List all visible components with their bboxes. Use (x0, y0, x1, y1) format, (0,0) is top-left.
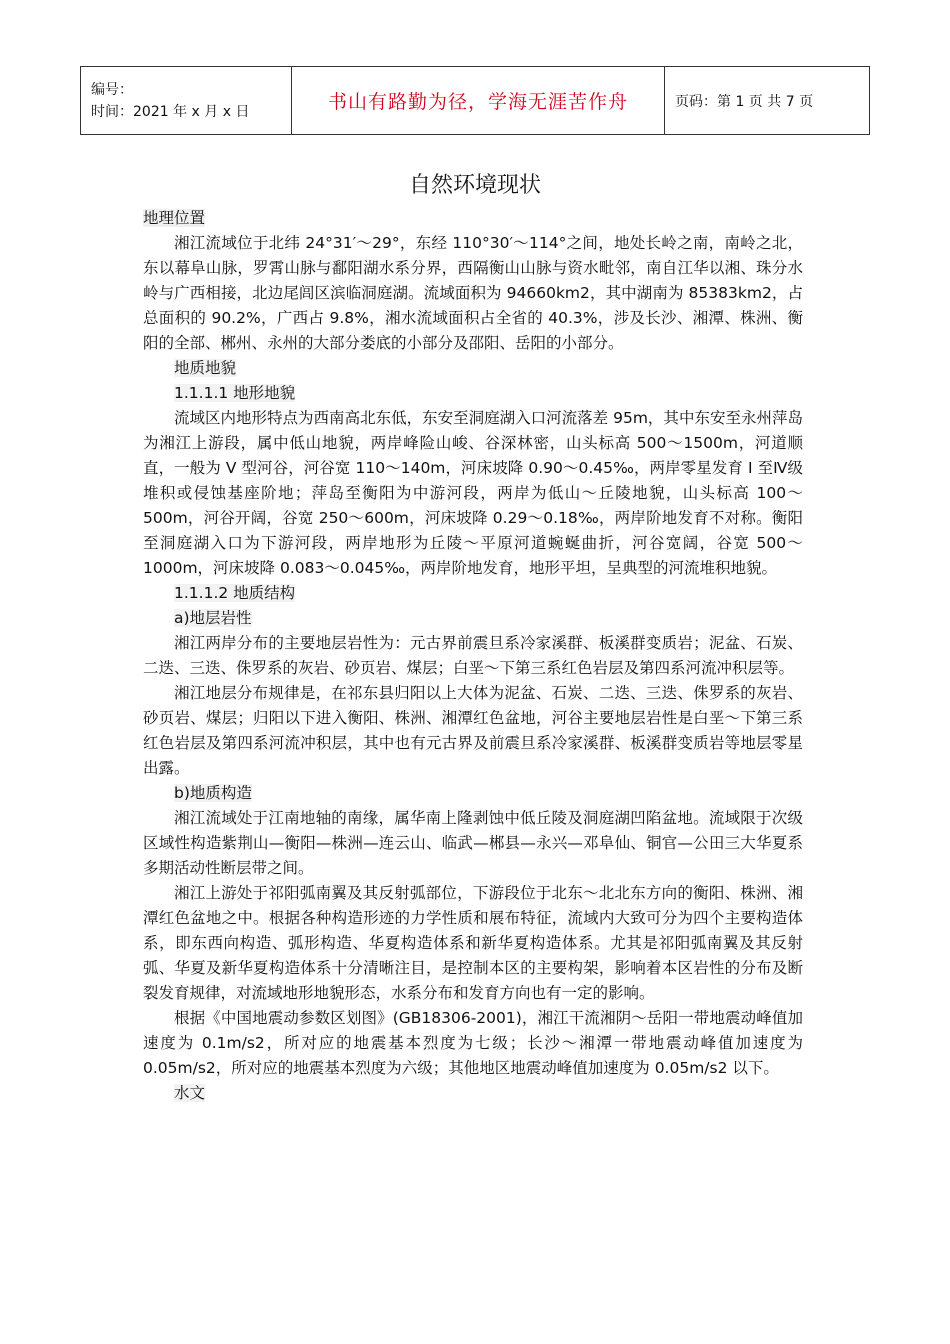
serial-number: 编号： (91, 81, 133, 98)
header-table (80, 66, 870, 135)
paragraph-seismic: 根据《中国地震动参数区划图》(GB18306-2001)，湘江干流湘阴～岳阳一带地震动峰值加速度为 0.1m/s2，所对应的地震基本烈度为七级；长沙～湘潭一带地震动峰值加速度为 0.05m/s2，所对应的地震基本烈度为六级；其他地区地震动峰值加速度为 0.05m/s2 以下。 (143, 1009, 803, 1077)
header-motto: 书山有路勤为径，学海无涯苦作舟 (292, 67, 665, 135)
paragraph-terrain: 流域区内地形特点为西南高北东低，东安至洞庭湖入口河流落差 95m，其中东安至永州萍岛为湘江上游段，属中低山地貌，两岸峰险山峻、谷深林密，山头标高 500～1500m，河道顺直，一般为 V 型河谷，河谷宽 110～140m，河床坡降 0.90～0.45‰，两岸零星发育 I 至Ⅳ级堆积或侵蚀基座阶地；萍岛至衡阳为中游河段，两岸为低山～丘陵地貌，山头标高 100～500m，河谷开阔，谷宽 250～600m，河床坡降 0.29～0.18‰，两岸阶地发育不对称。衡阳至洞庭湖入口为下游河段，两岸地形为丘陵～平原河道蜿蜒曲折，河谷宽阔，谷宽 500～1000m，河床坡降 0.083～0.045‰，两岸阶地发育，地形平坦，呈典型的河流堆积地貌。 (143, 409, 803, 577)
subsection-heading-structure: 1.1.1.2 地质结构 (174, 584, 296, 602)
section-heading-location: 地理位置 (143, 209, 206, 227)
document-title: 自然环境现状 (408, 173, 541, 198)
document-body (143, 206, 803, 1106)
header-meta-cell (81, 67, 292, 135)
paragraph-tectonic-2: 湘江上游处于祁阳弧南翼及其反射弧部位，下游段位于北东～北北东方向的衡阳、株洲、湘潭红色盆地之中。根据各种构造形迹的力学性质和展布特征，流域内大致可分为四个主要构造体系，即东西向构造、弧形构造、华夏构造体系和新华夏构造体系。尤其是祁阳弧南翼及其反射弧、华夏及新华夏构造体系十分清晰注目，是控制本区的主要构架，影响着本区岩性的分布及断裂发育规律，对流域地形地貌形态，水系分布和发育方向也有一定的影响。 (143, 884, 803, 1002)
document-date: 时间：2021 年 x 月 x 日 (91, 103, 250, 120)
page-indicator: 页码：第 1 页 共 7 页 (665, 67, 870, 135)
paragraph-tectonic-1: 湘江流域处于江南地轴的南缘，属华南上隆剥蚀中低丘陵及洞庭湖凹陷盆地。流域限于次级区域性构造紫荆山—衡阳—株洲—连云山、临武—郴县—永兴—邓阜仙、铜官—公田三大华夏系多期活动性断层带之间。 (143, 809, 803, 877)
paragraph-lithology-2: 湘江地层分布规律是，在祁东县归阳以上大体为泥盆、石炭、二迭、三迭、侏罗系的灰岩、砂页岩、煤层；归阳以下进入衡阳、株洲、湘潭红色盆地，河谷主要地层岩性是白垩～下第三系红色岩层及第四系河流冲积层，其中也有元古界及前震旦系冷家溪群、板溪群变质岩等地层零星出露。 (143, 684, 803, 777)
subsection-heading-lithology: a)地层岩性 (174, 609, 252, 627)
section-heading-geology: 地质地貌 (174, 359, 237, 377)
subsection-heading-tectonic: b)地质构造 (174, 784, 252, 802)
section-heading-hydrology: 水文 (174, 1084, 206, 1102)
subsection-heading-terrain: 1.1.1.1 地形地貌 (174, 384, 296, 402)
paragraph-lithology-1: 湘江两岸分布的主要地层岩性为：元古界前震旦系冷家溪群、板溪群变质岩；泥盆、石炭、二迭、三迭、侏罗系的灰岩、砂页岩、煤层；白垩～下第三系红色岩层及第四系河流冲积层等。 (143, 634, 803, 677)
paragraph-location: 湘江流域位于北纬 24°31′～29°，东经 110°30′～114°之间，地处长岭之南，南岭之北，东以幕阜山脉，罗霄山脉与鄱阳湖水系分界，西隔衡山山脉与资水毗邻，南自江华以湘、珠分水岭与广西相接，北边尾闾区滨临洞庭湖。流域面积为 94660km2，其中湖南为 85383km2，占总面积的 90.2%，广西占 9.8%，湘水流域面积占全省的 40.3%，涉及长沙、湘潭、株洲、衡阳的全部、郴州、永州的大部分娄底的小部分及邵阳、岳阳的小部分。 (143, 234, 803, 352)
